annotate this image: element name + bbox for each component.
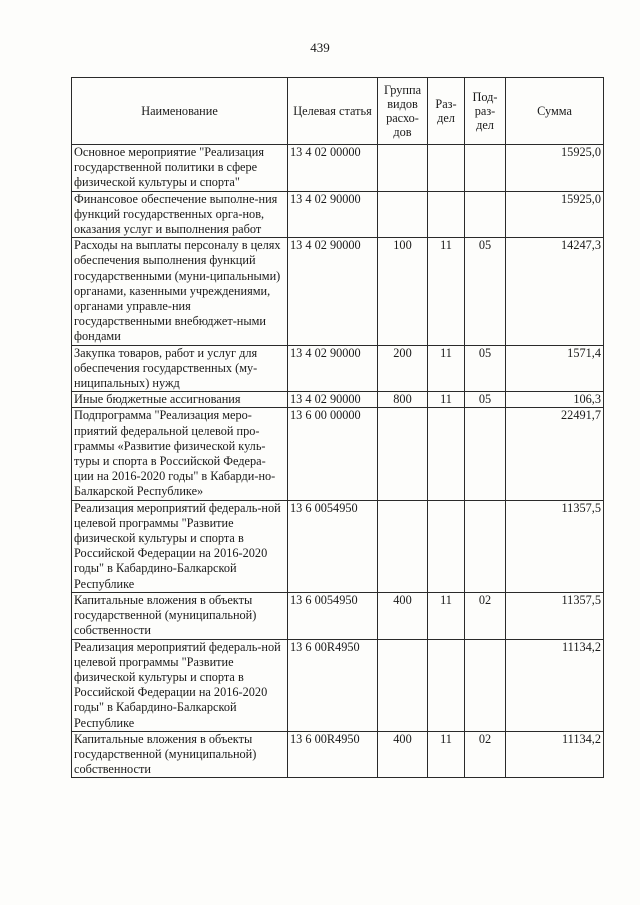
cell-target: 13 6 00R4950 <box>288 731 378 778</box>
cell-subsection: 05 <box>465 238 506 345</box>
cell-section: 11 <box>428 731 465 778</box>
cell-group: 400 <box>378 592 428 639</box>
cell-name: Закупка товаров, работ и услуг для обеспечения государственных (му-ниципальных) нужд <box>72 345 288 392</box>
table-row <box>72 592 604 639</box>
budget-table <box>71 77 604 778</box>
cell-target: 13 4 02 90000 <box>288 345 378 392</box>
cell-subsection <box>465 408 506 500</box>
cell-group <box>378 191 428 238</box>
cell-name: Расходы на выплаты персоналу в целях обеспечения выполнения функций государственными (муни-ципальными) органами, казенными учреждениями, органами управле-ния государственными внебюджет-ными фондами <box>72 238 288 345</box>
cell-section: 11 <box>428 345 465 392</box>
table-row <box>72 145 604 192</box>
cell-section: 11 <box>428 238 465 345</box>
cell-subsection: 05 <box>465 345 506 392</box>
cell-section <box>428 408 465 500</box>
cell-subsection: 02 <box>465 592 506 639</box>
cell-group: 200 <box>378 345 428 392</box>
cell-subsection <box>465 191 506 238</box>
cell-section <box>428 191 465 238</box>
cell-name: Реализация мероприятий федераль-ной целевой программы "Развитие физической культуры и спорта в Российской Федерации на 2016-2020 годы" в Кабардино-Балкарской Республике <box>72 500 288 592</box>
cell-sum: 11357,5 <box>506 592 604 639</box>
page-number: 439 <box>310 40 330 55</box>
cell-group: 100 <box>378 238 428 345</box>
cell-name: Основное мероприятие "Реализация государственной политики в сфере физической культуры и спорта" <box>72 145 288 192</box>
cell-group <box>378 639 428 731</box>
cell-group: 400 <box>378 731 428 778</box>
cell-name: Подпрограмма "Реализация меро-приятий федеральной целевой про-граммы «Развитие физической куль-туры и спорта в Российской Федера-ции на 2016-2020 годы" в Кабарди-но-Балкарской Республике» <box>72 408 288 500</box>
cell-subsection: 02 <box>465 731 506 778</box>
header-section: Раз-дел <box>428 78 465 145</box>
cell-target: 13 4 02 90000 <box>288 191 378 238</box>
header-target: Целевая статья <box>288 78 378 145</box>
header-sum: Сумма <box>506 78 604 145</box>
cell-subsection <box>465 145 506 192</box>
cell-section: 11 <box>428 592 465 639</box>
cell-section <box>428 639 465 731</box>
cell-target: 13 6 00R4950 <box>288 639 378 731</box>
cell-target: 13 6 0054950 <box>288 592 378 639</box>
cell-target: 13 6 00 00000 <box>288 408 378 500</box>
cell-name: Иные бюджетные ассигнования <box>72 392 288 408</box>
table-row <box>72 408 604 500</box>
cell-sum: 15925,0 <box>506 145 604 192</box>
cell-sum: 15925,0 <box>506 191 604 238</box>
cell-target: 13 4 02 00000 <box>288 145 378 192</box>
cell-sum: 11357,5 <box>506 500 604 592</box>
header-group: Группа видов расхо-дов <box>378 78 428 145</box>
table-row <box>72 392 604 408</box>
cell-sum: 106,3 <box>506 392 604 408</box>
cell-subsection <box>465 639 506 731</box>
cell-group: 800 <box>378 392 428 408</box>
table-row <box>72 500 604 592</box>
table-row <box>72 639 604 731</box>
cell-name: Капитальные вложения в объекты государственной (муниципальной) собственности <box>72 592 288 639</box>
cell-name: Финансовое обеспечение выполне-ния функций государственных орга-нов, оказания услуг и выполнения работ <box>72 191 288 238</box>
cell-section: 11 <box>428 392 465 408</box>
cell-sum: 14247,3 <box>506 238 604 345</box>
table-row <box>72 191 604 238</box>
cell-target: 13 6 0054950 <box>288 500 378 592</box>
header-subsection: Под-раз-дел <box>465 78 506 145</box>
table-row <box>72 238 604 345</box>
table-header-row <box>72 78 604 145</box>
cell-subsection <box>465 500 506 592</box>
table-row <box>72 345 604 392</box>
cell-subsection: 05 <box>465 392 506 408</box>
header-name: Наименование <box>72 78 288 145</box>
cell-sum: 11134,2 <box>506 731 604 778</box>
cell-name: Капитальные вложения в объекты государственной (муниципальной) собственности <box>72 731 288 778</box>
cell-section <box>428 145 465 192</box>
cell-sum: 22491,7 <box>506 408 604 500</box>
cell-sum: 1571,4 <box>506 345 604 392</box>
cell-target: 13 4 02 90000 <box>288 392 378 408</box>
cell-group <box>378 145 428 192</box>
cell-group <box>378 408 428 500</box>
cell-section <box>428 500 465 592</box>
cell-group <box>378 500 428 592</box>
cell-target: 13 4 02 90000 <box>288 238 378 345</box>
cell-sum: 11134,2 <box>506 639 604 731</box>
table-row <box>72 731 604 778</box>
cell-name: Реализация мероприятий федераль-ной целевой программы "Развитие физической культуры и спорта в Российской Федерации на 2016-2020 годы" в Кабардино-Балкарской Республике <box>72 639 288 731</box>
